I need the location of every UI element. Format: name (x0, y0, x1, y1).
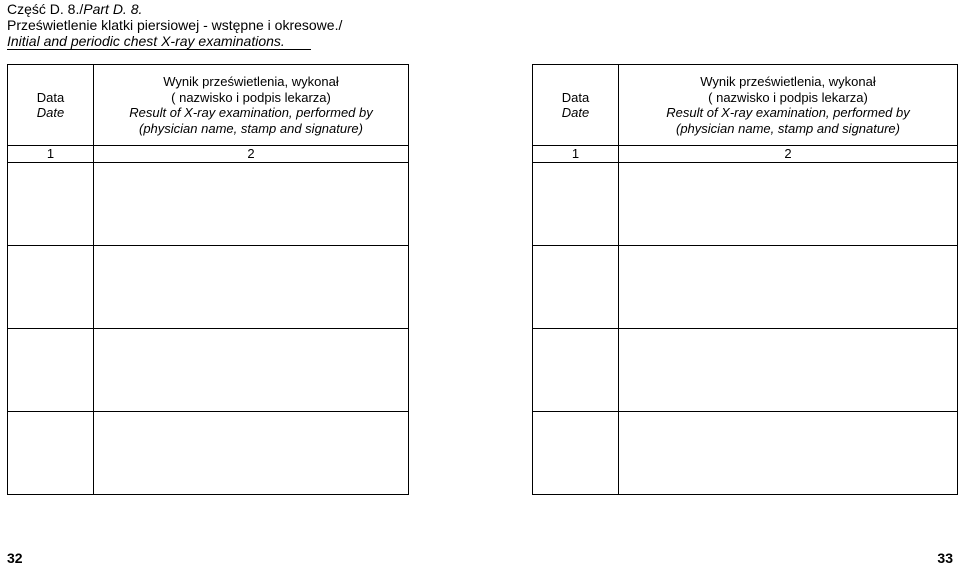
result-cell[interactable] (94, 246, 409, 329)
result-label-en: Result of X-ray examination, performed by (666, 105, 910, 120)
result-cell[interactable] (94, 412, 409, 495)
result-label-pl: Wynik prześwietlenia, wykonał (700, 74, 876, 89)
date-label-pl: Data (36, 89, 65, 105)
date-header (8, 65, 94, 146)
table-row (8, 163, 409, 246)
result-header (619, 65, 958, 146)
date-cell[interactable] (533, 246, 619, 329)
date-cell[interactable] (533, 329, 619, 412)
column-number-row (533, 146, 958, 163)
section-title-pl: Prześwietlenie klatki piersiowej - wstępne i okresowe./ (7, 17, 343, 33)
table-row (8, 329, 409, 412)
date-header (533, 65, 619, 146)
table-header-row (533, 65, 958, 146)
table-row (533, 163, 958, 246)
result-label-en-sub: (physician name, stamp and signature) (675, 120, 900, 136)
xray-table-left (7, 64, 409, 495)
part-title-en: Part D. 8. (83, 1, 143, 17)
table-row (533, 329, 958, 412)
date-label-en: Date (36, 105, 65, 120)
result-cell[interactable] (619, 246, 958, 329)
result-cell[interactable] (94, 163, 409, 246)
result-label-pl: Wynik prześwietlenia, wykonał (163, 74, 339, 89)
part-title (7, 1, 342, 17)
table-row (533, 246, 958, 329)
date-cell[interactable] (8, 412, 94, 495)
result-cell[interactable] (94, 329, 409, 412)
section-title-en: Initial and periodic chest X-ray examinations. (7, 33, 311, 50)
result-label-en-sub: (physician name, stamp and signature) (138, 120, 363, 136)
column-number: 2 (94, 146, 409, 163)
column-number: 2 (619, 146, 958, 163)
date-cell[interactable] (533, 163, 619, 246)
table-row (533, 412, 958, 495)
result-label-en: Result of X-ray examination, performed by (129, 105, 373, 120)
table-row (8, 246, 409, 329)
page-header (7, 1, 342, 50)
result-header (94, 65, 409, 146)
column-number-row (8, 146, 409, 163)
page-number-left: 32 (7, 550, 23, 566)
date-cell[interactable] (533, 412, 619, 495)
date-cell[interactable] (8, 246, 94, 329)
xray-table-right (532, 64, 958, 495)
date-cell[interactable] (8, 329, 94, 412)
result-cell[interactable] (619, 329, 958, 412)
page-number-right: 33 (937, 550, 953, 566)
table-row (8, 412, 409, 495)
date-label-en: Date (561, 105, 590, 120)
date-label-pl: Data (561, 89, 590, 105)
result-label-pl-sub: ( nazwisko i podpis lekarza) (171, 89, 331, 105)
result-cell[interactable] (619, 412, 958, 495)
date-cell[interactable] (8, 163, 94, 246)
result-cell[interactable] (619, 163, 958, 246)
column-number: 1 (533, 146, 619, 163)
result-label-pl-sub: ( nazwisko i podpis lekarza) (708, 89, 868, 105)
column-number: 1 (8, 146, 94, 163)
table-header-row (8, 65, 409, 146)
part-title-pl: Część D. 8./ (7, 1, 84, 17)
